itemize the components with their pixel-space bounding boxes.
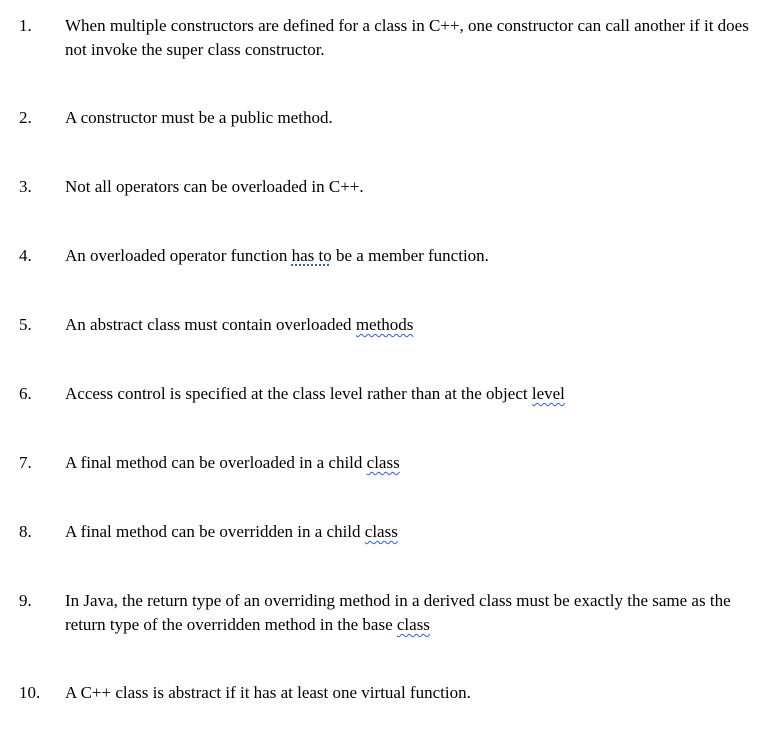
item-number: 9. [19, 591, 32, 610]
item-text [65, 451, 755, 475]
item-number: 10. [19, 683, 41, 702]
item-number: 5. [19, 315, 32, 334]
item-text-before: Access control is specified at the class level rather than at the object [65, 384, 532, 403]
item-text-before: An abstract class must contain overloaded [65, 315, 356, 334]
item-number: 6. [19, 384, 32, 403]
grammar-marked-text[interactable]: methods [355, 315, 414, 334]
grammar-marked-text[interactable]: level [531, 384, 565, 403]
item-text [65, 313, 755, 337]
grammar-marked-text[interactable]: has to [291, 246, 332, 265]
item-number: 3. [19, 177, 32, 196]
item-number: 2. [19, 108, 32, 127]
item-number: 8. [19, 522, 32, 541]
item-text-before: A final method can be overloaded in a child [65, 453, 367, 472]
item-text-before: An overloaded operator function [65, 246, 292, 265]
item-number: 4. [19, 246, 32, 265]
item-number: 7. [19, 453, 32, 472]
grammar-marked-text[interactable]: class [364, 522, 398, 541]
item-text [65, 589, 755, 637]
item-text-after: be a member function. [331, 246, 489, 265]
item-number: 1. [19, 16, 32, 35]
grammar-marked-text[interactable]: class [396, 615, 430, 634]
item-text-before: A final method can be overridden in a child [65, 522, 365, 541]
item-text: When multiple constructors are defined for a class in C++, one constructor can call another if it does not invoke the super class constructor. [65, 16, 749, 59]
item-text [65, 244, 755, 268]
item-text: A C++ class is abstract if it has at least one virtual function. [65, 683, 471, 702]
item-text: Not all operators can be overloaded in C++. [65, 177, 364, 196]
item-text [65, 382, 755, 406]
item-text: A constructor must be a public method. [65, 108, 333, 127]
grammar-marked-text[interactable]: class [366, 453, 400, 472]
item-text [65, 520, 755, 544]
item-text-before: In Java, the return type of an overriding method in a derived class must be exactly the same as the return type of the overridden method in the base [65, 591, 731, 634]
